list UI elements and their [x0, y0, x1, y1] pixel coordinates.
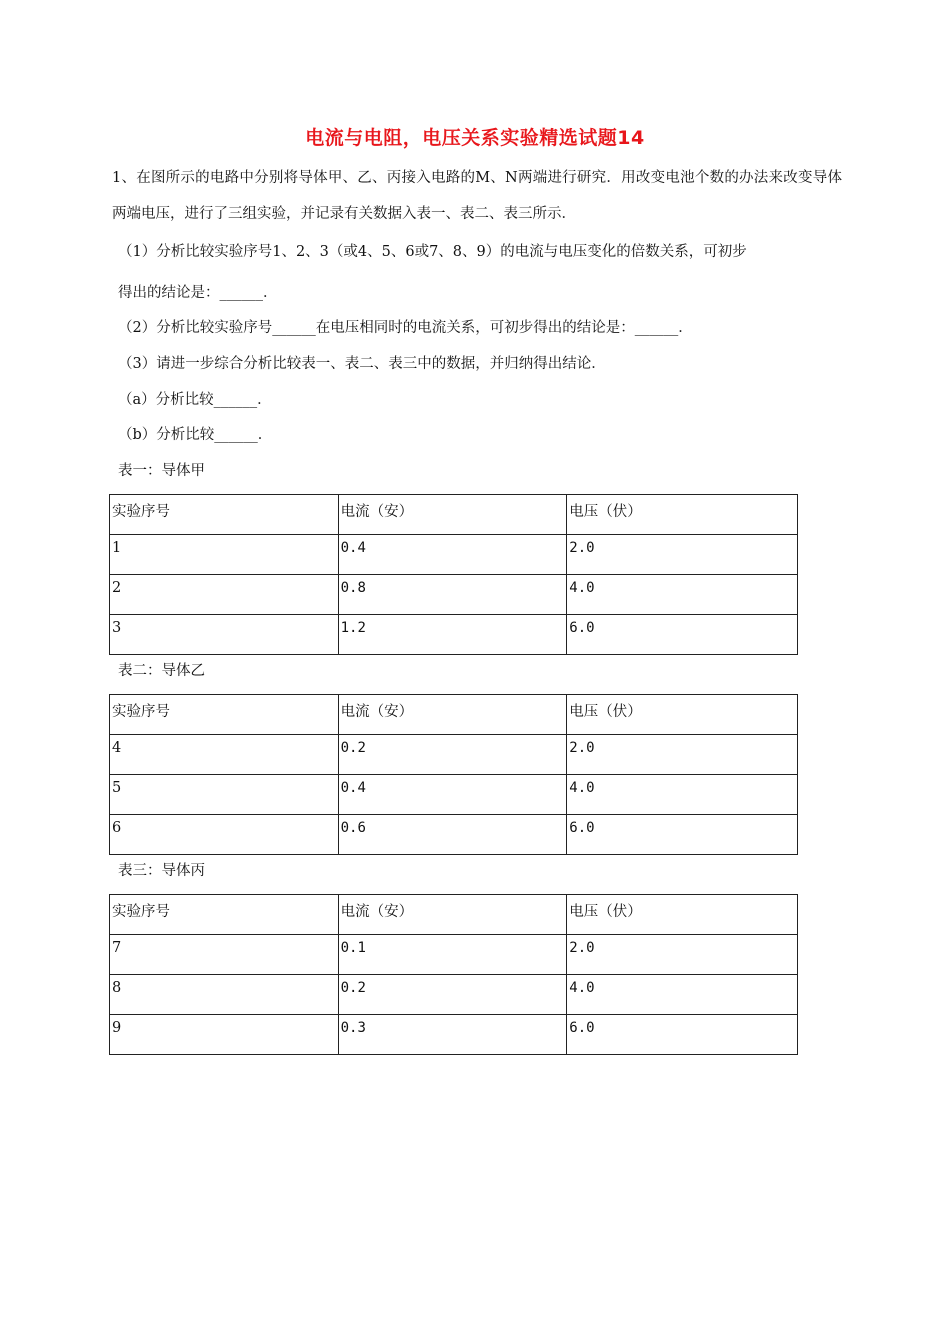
table-row — [110, 535, 798, 575]
table-header-row — [110, 895, 798, 935]
table-header-cell: 电流（安） — [338, 495, 567, 535]
table-header-cell: 电压（伏） — [567, 695, 798, 735]
table-cell: 4.0 — [567, 575, 798, 615]
question-part1-line2: 得出的结论是：______． — [118, 285, 278, 301]
table-cell: 3 — [110, 615, 339, 655]
table-cell: 0.3 — [338, 1015, 567, 1055]
table-cell: 0.8 — [338, 575, 567, 615]
table-row — [110, 975, 798, 1015]
table1 — [109, 494, 798, 655]
question-part2: （2）分析比较实验序号______在电压相同时的电流关系，可初步得出的结论是：______． — [118, 320, 693, 336]
table-row — [110, 615, 798, 655]
table-cell: 4.0 — [567, 775, 798, 815]
table2 — [109, 694, 798, 855]
table-header-row — [110, 495, 798, 535]
question-part1-line1: （1）分析比较实验序号1、2、3（或4、5、6或7、8、9）的电流与电压变化的倍数关系，可初步 — [118, 244, 747, 260]
table-cell: 1.2 — [338, 615, 567, 655]
table-cell: 2.0 — [567, 535, 798, 575]
table-cell: 0.1 — [338, 935, 567, 975]
table-cell: 6 — [110, 815, 339, 855]
table1-caption: 表一：导体甲 — [118, 463, 205, 479]
table-row — [110, 1015, 798, 1055]
table-header-cell: 电流（安） — [338, 895, 567, 935]
question-part3: （3）请进一步综合分析比较表一、表二、表三中的数据，并归纳得出结论． — [118, 356, 606, 372]
table3 — [109, 894, 798, 1055]
table-cell: 2.0 — [567, 735, 798, 775]
table-cell: 4.0 — [567, 975, 798, 1015]
table-cell: 6.0 — [567, 815, 798, 855]
table-cell: 1 — [110, 535, 339, 575]
table-row — [110, 815, 798, 855]
table3-caption: 表三：导体丙 — [118, 863, 205, 879]
table-cell: 8 — [110, 975, 339, 1015]
table-header-cell: 电压（伏） — [567, 895, 798, 935]
table-cell: 5 — [110, 775, 339, 815]
question-intro: 1、在图所示的电路中分别将导体甲、乙、丙接入电路的M、N两端进行研究．用改变电池个数的办法来改变导体两端电压，进行了三组实验，并记录有关数据入表一、表二、表三所示． — [112, 170, 842, 222]
table-cell: 2.0 — [567, 935, 798, 975]
table-cell: 6.0 — [567, 1015, 798, 1055]
table-row — [110, 575, 798, 615]
table-cell: 0.4 — [338, 775, 567, 815]
table-header-cell: 电压（伏） — [567, 495, 798, 535]
table-cell: 2 — [110, 575, 339, 615]
table-cell: 0.4 — [338, 535, 567, 575]
page-title: 电流与电阻，电压关系实验精选试题14 — [305, 127, 645, 149]
question-part3a: （a）分析比较______． — [118, 392, 272, 408]
table2-caption: 表二：导体乙 — [118, 663, 205, 679]
table-row — [110, 735, 798, 775]
table-cell: 0.2 — [338, 975, 567, 1015]
table-header-cell: 实验序号 — [110, 895, 339, 935]
table-header-cell: 实验序号 — [110, 695, 339, 735]
table-row — [110, 935, 798, 975]
table-cell: 7 — [110, 935, 339, 975]
table-cell: 0.2 — [338, 735, 567, 775]
table-row — [110, 775, 798, 815]
table-cell: 4 — [110, 735, 339, 775]
table-cell: 0.6 — [338, 815, 567, 855]
question-part3b: （b）分析比较______． — [118, 427, 273, 443]
table-header-row — [110, 695, 798, 735]
table-header-cell: 实验序号 — [110, 495, 339, 535]
table-header-cell: 电流（安） — [338, 695, 567, 735]
table-cell: 9 — [110, 1015, 339, 1055]
table-cell: 6.0 — [567, 615, 798, 655]
